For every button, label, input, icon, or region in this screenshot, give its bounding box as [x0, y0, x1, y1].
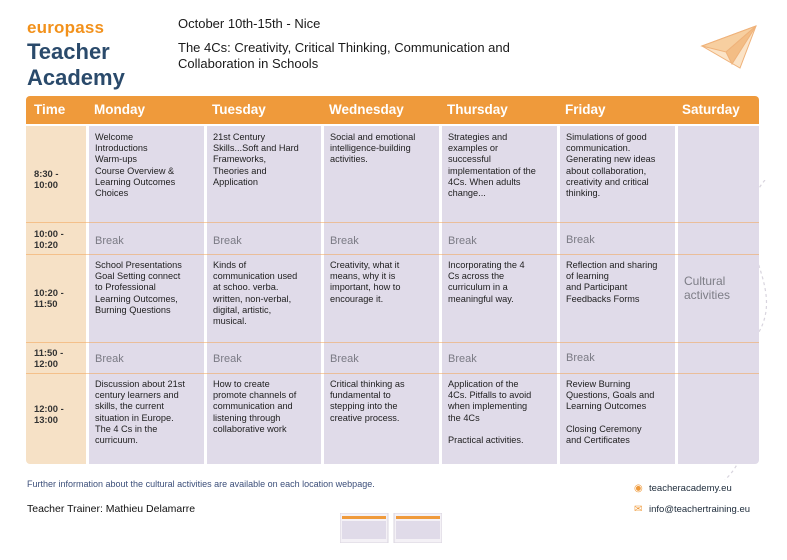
cell-monday-session-3: Discussion about 21st century learners and skills, the current situation in Europe. The 4 Cs in the curricuum. [95, 379, 185, 446]
cell-tuesday-session-1: 21st Century Skills...Soft and Hard Frameworks, Theories and Application [213, 132, 299, 187]
schedule-table [26, 96, 759, 464]
logo-line2: Academy [27, 65, 125, 90]
email-link[interactable] [634, 504, 750, 515]
logo-brand: europass [27, 18, 105, 37]
row-divider [26, 373, 759, 374]
cell-tuesday-session-2: Kinds of communication used at schoo. verba. written, non-verbal, digital, artistic, musical. [213, 260, 298, 327]
cell-tuesday-session-3: How to create promote channels of communication and listening through collaborative work [213, 379, 297, 434]
schedule-thumbnails-icon [340, 513, 442, 543]
row-divider [26, 342, 759, 343]
globe-icon: ◉ [634, 483, 643, 494]
event-dates: October 10th-15th - Nice [178, 16, 321, 31]
time-slot-4: 11:50 - 12:00 [34, 347, 64, 370]
logo-line1: Teacher [27, 39, 110, 64]
break-tuesday-1: Break [213, 235, 242, 247]
header-friday: Friday [565, 102, 606, 117]
break-friday-2: Break [566, 352, 595, 364]
break-tuesday-2: Break [213, 353, 242, 365]
paper-plane-icon [700, 24, 758, 70]
header-thursday: Thursday [447, 102, 508, 117]
header-saturday: Saturday [682, 102, 740, 117]
website-link[interactable] [634, 483, 732, 494]
time-slot-3: 10:20 - 11:50 [34, 287, 64, 310]
cell-thursday-session-1: Strategies and examples or successful implementation of the 4Cs. When adults change... [448, 132, 536, 199]
cell-thursday-session-3: Application of the 4Cs. Pitfalls to avoid when implementing the 4Cs Practical activities. [448, 379, 532, 446]
break-monday-1: Break [95, 235, 124, 247]
cell-wednesday-session-2: Creativity, what it means, why it is important, how to encourage it. [330, 260, 401, 304]
website-text: teacheracademy.eu [649, 483, 732, 494]
course-title: The 4Cs: Creativity, Critical Thinking, Communication and Collaboration in Schools [178, 40, 510, 71]
break-thursday-2: Break [448, 353, 477, 365]
time-slot-2: 10:00 - 10:20 [34, 228, 64, 251]
row-divider [26, 222, 759, 223]
cell-monday-session-2: School Presentations Goal Setting connect to Professional Learning Outcomes, Burning Questions [95, 260, 182, 315]
break-friday-1: Break [566, 234, 595, 246]
time-slot-5: 12:00 - 13:00 [34, 403, 64, 426]
cell-thursday-session-2: Incorporating the 4 Cs across the curriculum in a meaningful way. [448, 260, 525, 304]
cell-wednesday-session-1: Social and emotional intelligence-building activities. [330, 132, 416, 165]
header-tuesday: Tuesday [212, 102, 266, 117]
time-slot-1: 8:30 - 10:00 [34, 168, 59, 191]
header [178, 16, 538, 72]
cell-friday-session-1: Simulations of good communication. Generating new ideas about collaboration, creativity and critical thinking. [566, 132, 656, 199]
saturday-cultural-activities: Cultural activities [684, 274, 731, 302]
email-text: info@teachertraining.eu [649, 504, 751, 515]
envelope-icon: ✉ [634, 504, 643, 515]
header-wednesday: Wednesday [329, 102, 404, 117]
table-header-row [26, 96, 759, 124]
break-thursday-1: Break [448, 235, 477, 247]
cell-friday-session-2: Reflection and sharing of learning and Participant Feedbacks Forms [566, 260, 658, 304]
header-monday: Monday [94, 102, 146, 117]
header-time: Time [34, 102, 66, 117]
break-wednesday-1: Break [330, 235, 359, 247]
cell-friday-session-3: Review Burning Questions, Goals and Learning Outcomes Closing Ceremony and Certificates [566, 379, 655, 446]
cell-wednesday-session-3: Critical thinking as fundamental to stepping into the creative process. [330, 379, 405, 423]
cell-monday-session-1: Welcome Introductions Warm-ups Course Overview & Learning Outcomes Choices [95, 132, 176, 199]
cultural-info-note: Further information about the cultural activities are available on each location webpage. [27, 479, 375, 489]
logo [27, 18, 125, 90]
break-wednesday-2: Break [330, 353, 359, 365]
break-monday-2: Break [95, 353, 124, 365]
teacher-trainer: Teacher Trainer: Mathieu Delamarre [27, 503, 196, 515]
row-divider [26, 254, 759, 255]
